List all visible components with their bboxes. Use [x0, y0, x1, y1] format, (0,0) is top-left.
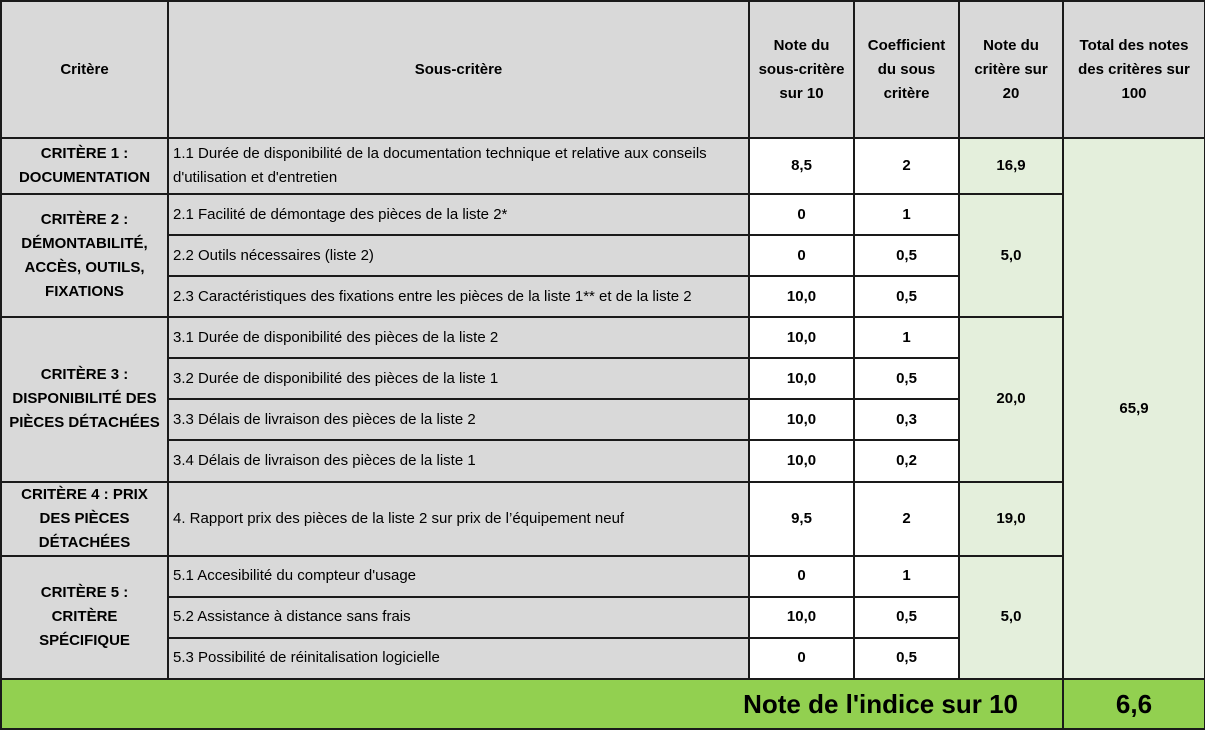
sub-criterion-coef: 1 — [854, 194, 959, 235]
criterion-4-score: 19,0 — [959, 482, 1063, 556]
sub-criterion-note: 8,5 — [749, 138, 854, 194]
sub-criterion-coef: 0,5 — [854, 358, 959, 399]
sub-criterion-label: 2.3 Caractéristiques des fixations entre les pièces de la liste 1** et de la liste 2 — [168, 276, 749, 317]
sub-criterion-coef: 0,5 — [854, 235, 959, 276]
criterion-2-score: 5,0 — [959, 194, 1063, 317]
sub-criterion-label: 3.1 Durée de disponibilité des pièces de la liste 2 — [168, 317, 749, 358]
header-critere: Critère — [1, 1, 168, 138]
criterion-5-score: 5,0 — [959, 556, 1063, 679]
sub-criterion-label: 3.3 Délais de livraison des pièces de la liste 2 — [168, 399, 749, 440]
total-score: 65,9 — [1063, 138, 1205, 679]
header-coefficient: Coefficient du sous critère — [854, 1, 959, 138]
sub-criterion-label: 4. Rapport prix des pièces de la liste 2 sur prix de l’équipement neuf — [168, 482, 749, 556]
sub-criterion-note: 9,5 — [749, 482, 854, 556]
sub-criterion-note: 0 — [749, 556, 854, 597]
sub-criterion-label: 5.3 Possibilité de réinitalisation logicielle — [168, 638, 749, 679]
index-value: 6,6 — [1063, 679, 1205, 729]
table-row — [1, 556, 1205, 597]
sub-criterion-label: 5.1 Accesibilité du compteur d'usage — [168, 556, 749, 597]
criterion-4-label: CRITÈRE 4 : PRIX DES PIÈCES DÉTACHÉES — [1, 482, 168, 556]
sub-criterion-coef: 0,2 — [854, 440, 959, 481]
sub-criterion-label: 2.2 Outils nécessaires (liste 2) — [168, 235, 749, 276]
index-label: Note de l'indice sur 10 — [1, 679, 1063, 729]
sub-criterion-label: 2.1 Facilité de démontage des pièces de la liste 2* — [168, 194, 749, 235]
header-total: Total des notes des critères sur 100 — [1063, 1, 1205, 138]
sub-criterion-coef: 0,3 — [854, 399, 959, 440]
sub-criterion-label: 5.2 Assistance à distance sans frais — [168, 597, 749, 638]
criterion-3-score: 20,0 — [959, 317, 1063, 481]
sub-criterion-coef: 0,5 — [854, 276, 959, 317]
criterion-2-label: CRITÈRE 2 : DÉMONTABILITÉ, ACCÈS, OUTILS, FIXATIONS — [1, 194, 168, 317]
footer-row — [1, 679, 1205, 729]
table-row — [1, 317, 1205, 358]
criterion-3-label: CRITÈRE 3 : DISPONIBILITÉ DES PIÈCES DÉTACHÉES — [1, 317, 168, 481]
table-row — [1, 194, 1205, 235]
header-sous-critere: Sous-critère — [168, 1, 749, 138]
sub-criterion-coef: 0,5 — [854, 638, 959, 679]
sub-criterion-coef: 1 — [854, 317, 959, 358]
sub-criterion-note: 0 — [749, 194, 854, 235]
sub-criterion-label: 3.2 Durée de disponibilité des pièces de la liste 1 — [168, 358, 749, 399]
sub-criterion-label: 1.1 Durée de disponibilité de la documentation technique et relative aux conseils d'utilisation et d'entretien — [168, 138, 749, 194]
header-note-critere: Note du critère sur 20 — [959, 1, 1063, 138]
sub-criterion-coef: 1 — [854, 556, 959, 597]
header-note-sous-critere: Note du sous-critère sur 10 — [749, 1, 854, 138]
criterion-1-score: 16,9 — [959, 138, 1063, 194]
criterion-5-label: CRITÈRE 5 : CRITÈRE SPÉCIFIQUE — [1, 556, 168, 679]
sub-criterion-note: 10,0 — [749, 276, 854, 317]
table-row — [1, 138, 1205, 194]
sub-criterion-label: 3.4 Délais de livraison des pièces de la liste 1 — [168, 440, 749, 481]
sub-criterion-coef: 0,5 — [854, 597, 959, 638]
sub-criterion-note: 10,0 — [749, 597, 854, 638]
table-row — [1, 482, 1205, 556]
sub-criterion-note: 10,0 — [749, 440, 854, 481]
criterion-1-label: CRITÈRE 1 : DOCUMENTATION — [1, 138, 168, 194]
header-row — [1, 1, 1205, 138]
sub-criterion-coef: 2 — [854, 482, 959, 556]
sub-criterion-note: 10,0 — [749, 399, 854, 440]
sub-criterion-note: 10,0 — [749, 358, 854, 399]
sub-criterion-note: 0 — [749, 235, 854, 276]
sub-criterion-note: 0 — [749, 638, 854, 679]
sub-criterion-note: 10,0 — [749, 317, 854, 358]
sub-criterion-coef: 2 — [854, 138, 959, 194]
